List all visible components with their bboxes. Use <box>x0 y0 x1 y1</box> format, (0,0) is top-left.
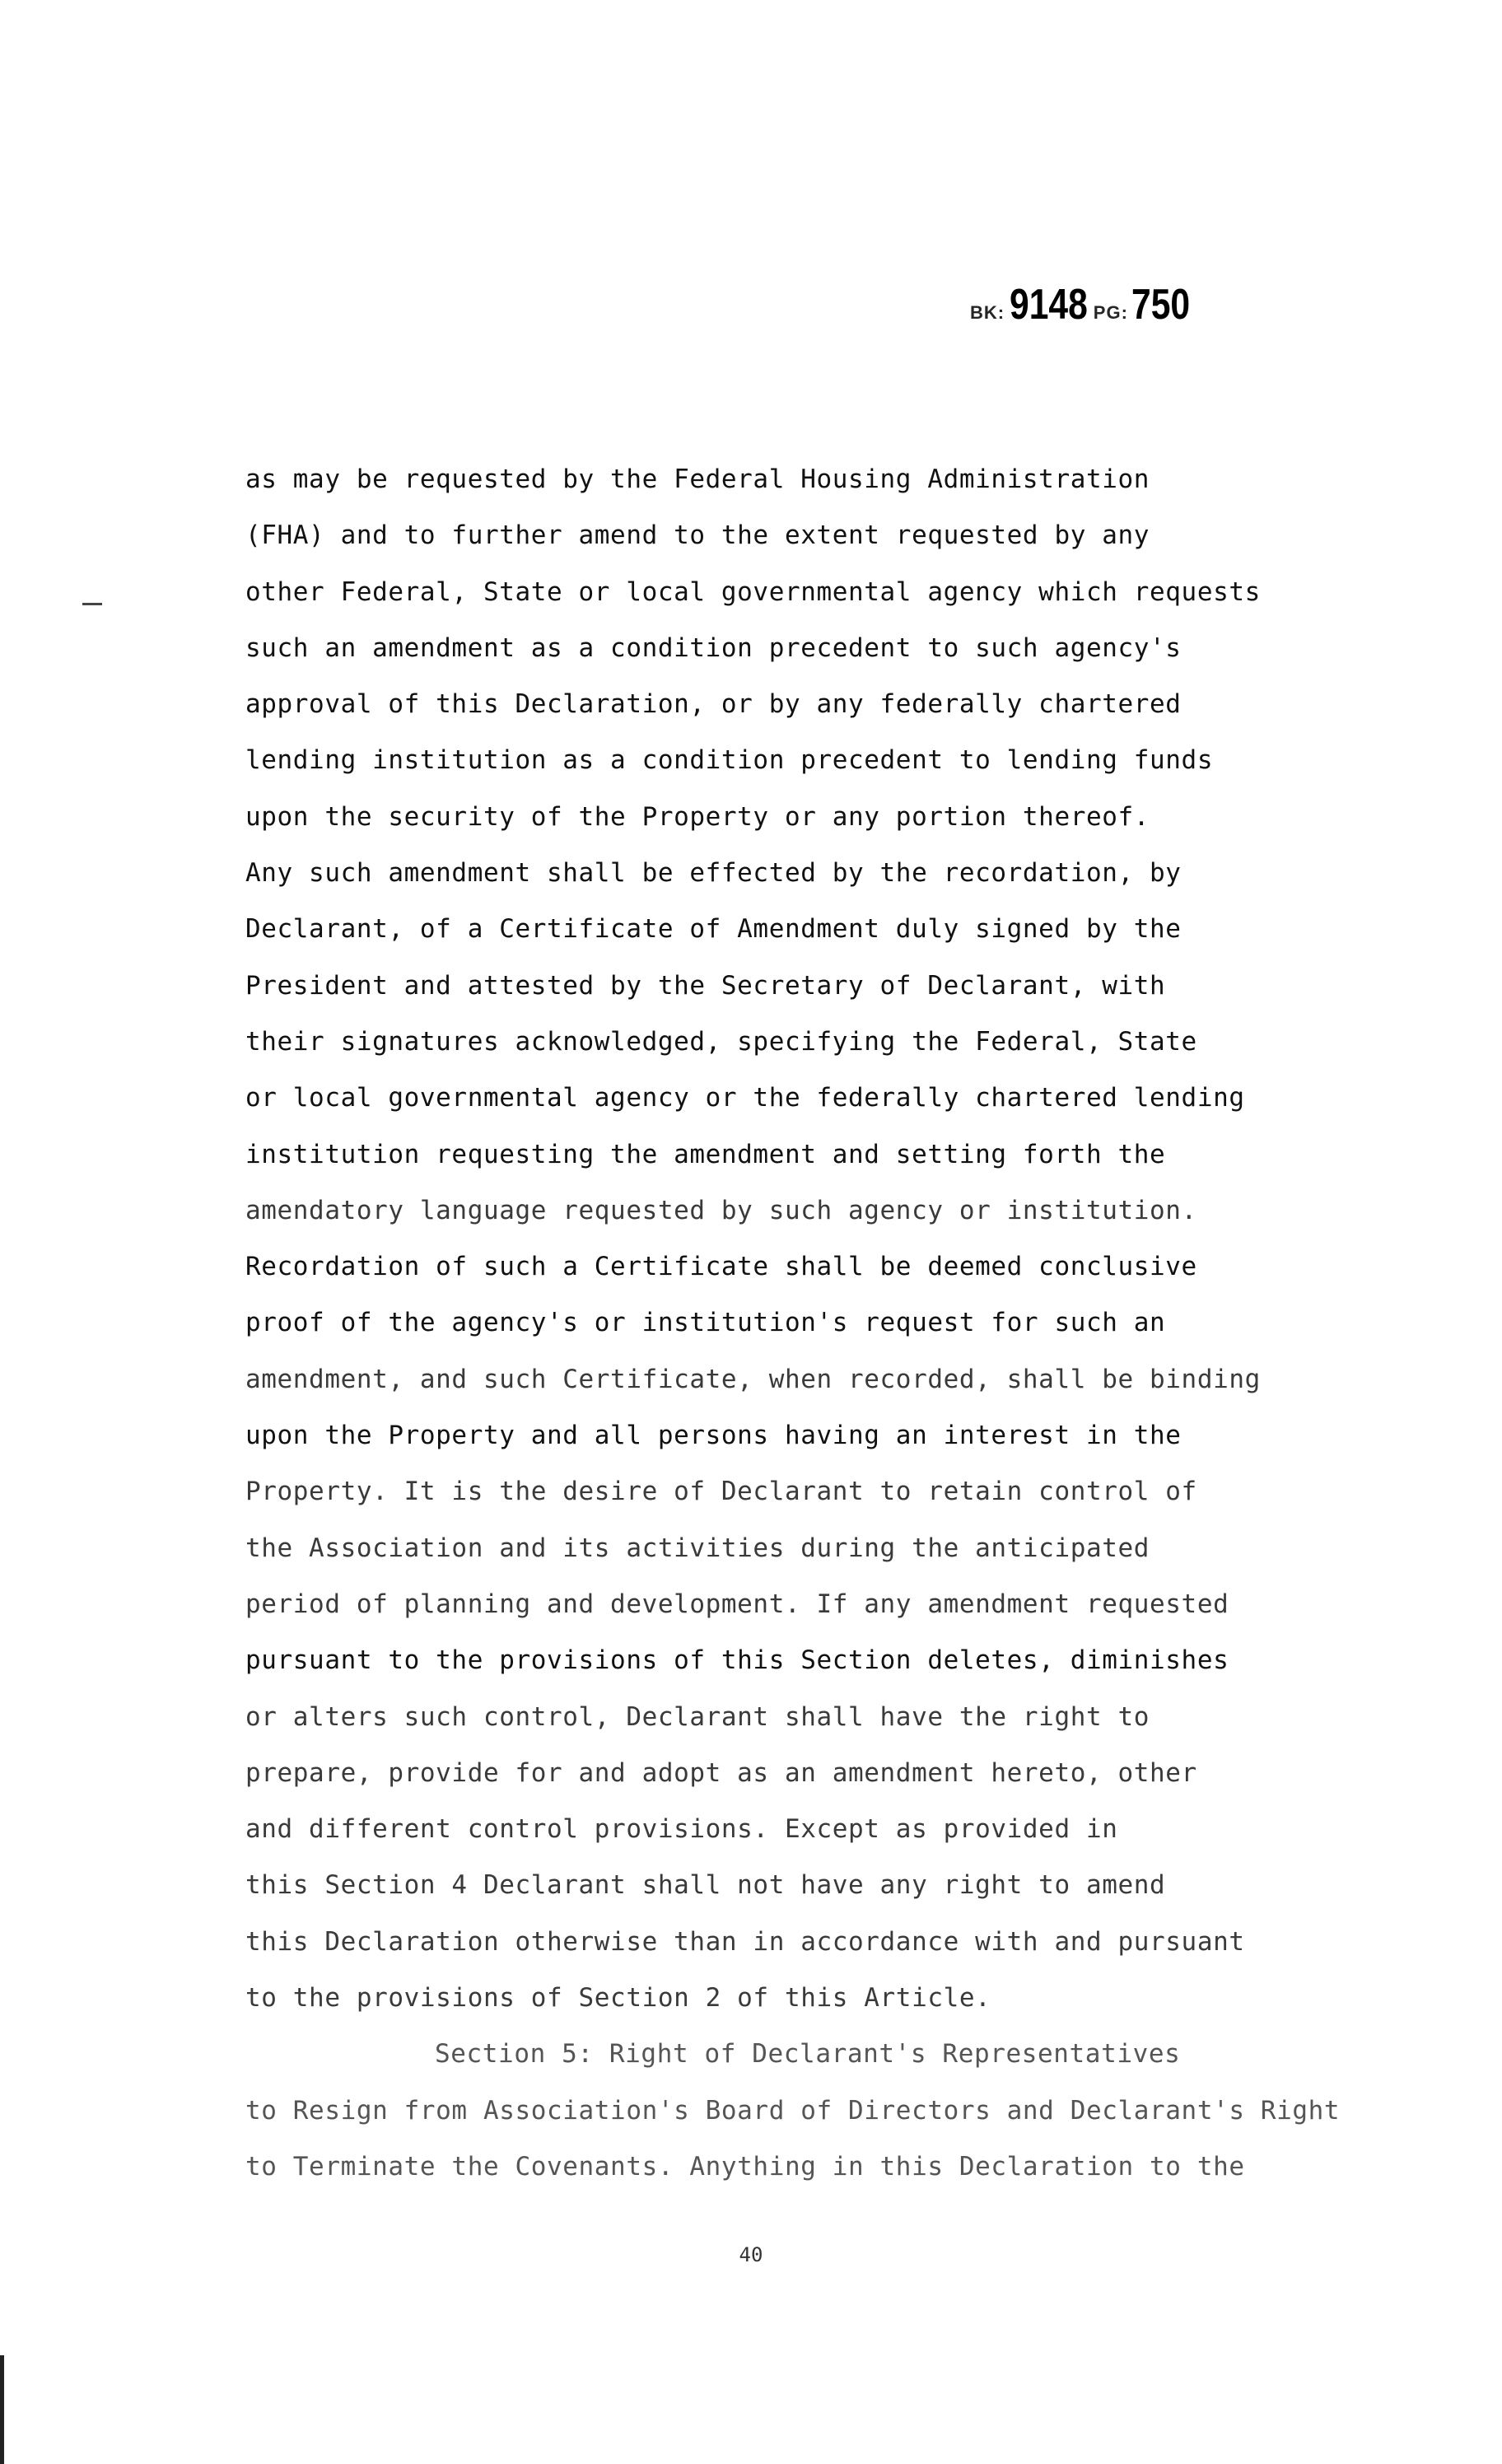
text-line: to Terminate the Covenants. Anything in this Declaration to the <box>245 2151 1245 2182</box>
text-line: to Resign from Association's Board of Directors and Declarant's Right <box>245 2095 1341 2126</box>
text-line: President and attested by the Secretary of Declarant, with <box>245 970 1166 1001</box>
page-number-footer: 40 <box>739 2243 763 2266</box>
text-line: proof of the agency's or institution's request for such an <box>245 1308 1166 1338</box>
text-line: as may be requested by the Federal Housing Administration <box>245 464 1150 494</box>
text-line: or alters such control, Declarant shall have the right to <box>245 1701 1150 1732</box>
body-text <box>245 451 1365 2195</box>
text-line: other Federal, State or local governmental agency which requests <box>245 576 1261 607</box>
text-line: approval of this Declaration, or by any federally chartered <box>245 689 1182 720</box>
text-line: (FHA) and to further amend to the extent requested by any <box>245 520 1150 551</box>
text-line: Recordation of such a Certificate shall be deemed conclusive <box>245 1252 1197 1282</box>
text-line: to the provisions of Section 2 of this Article. <box>245 1983 991 2014</box>
text-line: upon the security of the Property or any portion thereof. <box>245 801 1150 832</box>
text-line: this Declaration otherwise than in accordance with and pursuant <box>245 1926 1245 1957</box>
margin-mark <box>82 603 102 605</box>
scan-edge <box>0 2355 4 2464</box>
text-line: pursuant to the provisions of this Section deletes, diminishes <box>245 1645 1229 1676</box>
text-line: or local governmental agency or the federally chartered lending <box>245 1083 1245 1113</box>
text-line: period of planning and development. If any amendment requested <box>245 1589 1229 1619</box>
section-heading-line: Section 5: Right of Declarant's Representatives <box>435 2039 1181 2070</box>
book-page-reference <box>970 280 1203 338</box>
text-line: Any such amendment shall be effected by the recordation, by <box>245 858 1182 889</box>
text-line: amendment, and such Certificate, when recorded, shall be binding <box>245 1364 1261 1394</box>
text-line: their signatures acknowledged, specifying the Federal, State <box>245 1026 1197 1057</box>
text-line: this Section 4 Declarant shall not have any right to amend <box>245 1870 1166 1901</box>
text-line: the Association and its activities during the anticipated <box>245 1533 1150 1563</box>
text-line: lending institution as a condition precedent to lending funds <box>245 745 1214 776</box>
text-line: such an amendment as a condition precedent to such agency's <box>245 632 1182 663</box>
text-line: Property. It is the desire of Declarant to retain control of <box>245 1477 1197 1507</box>
text-line: institution requesting the amendment and setting forth the <box>245 1139 1166 1169</box>
text-line: upon the Property and all persons having an interest in the <box>245 1421 1182 1451</box>
book-prefix: BK: <box>970 302 1005 323</box>
text-line: and different control provisions. Except as provided in <box>245 1814 1118 1845</box>
page-prefix: PG: <box>1093 302 1128 323</box>
page-number-top: 750 <box>1131 281 1191 329</box>
text-line: prepare, provide for and adopt as an amendment hereto, other <box>245 1757 1197 1788</box>
text-line: amendatory language requested by such agency or institution. <box>245 1195 1197 1225</box>
book-number: 9148 <box>1010 281 1088 329</box>
text-line: Declarant, of a Certificate of Amendment duly signed by the <box>245 914 1182 945</box>
